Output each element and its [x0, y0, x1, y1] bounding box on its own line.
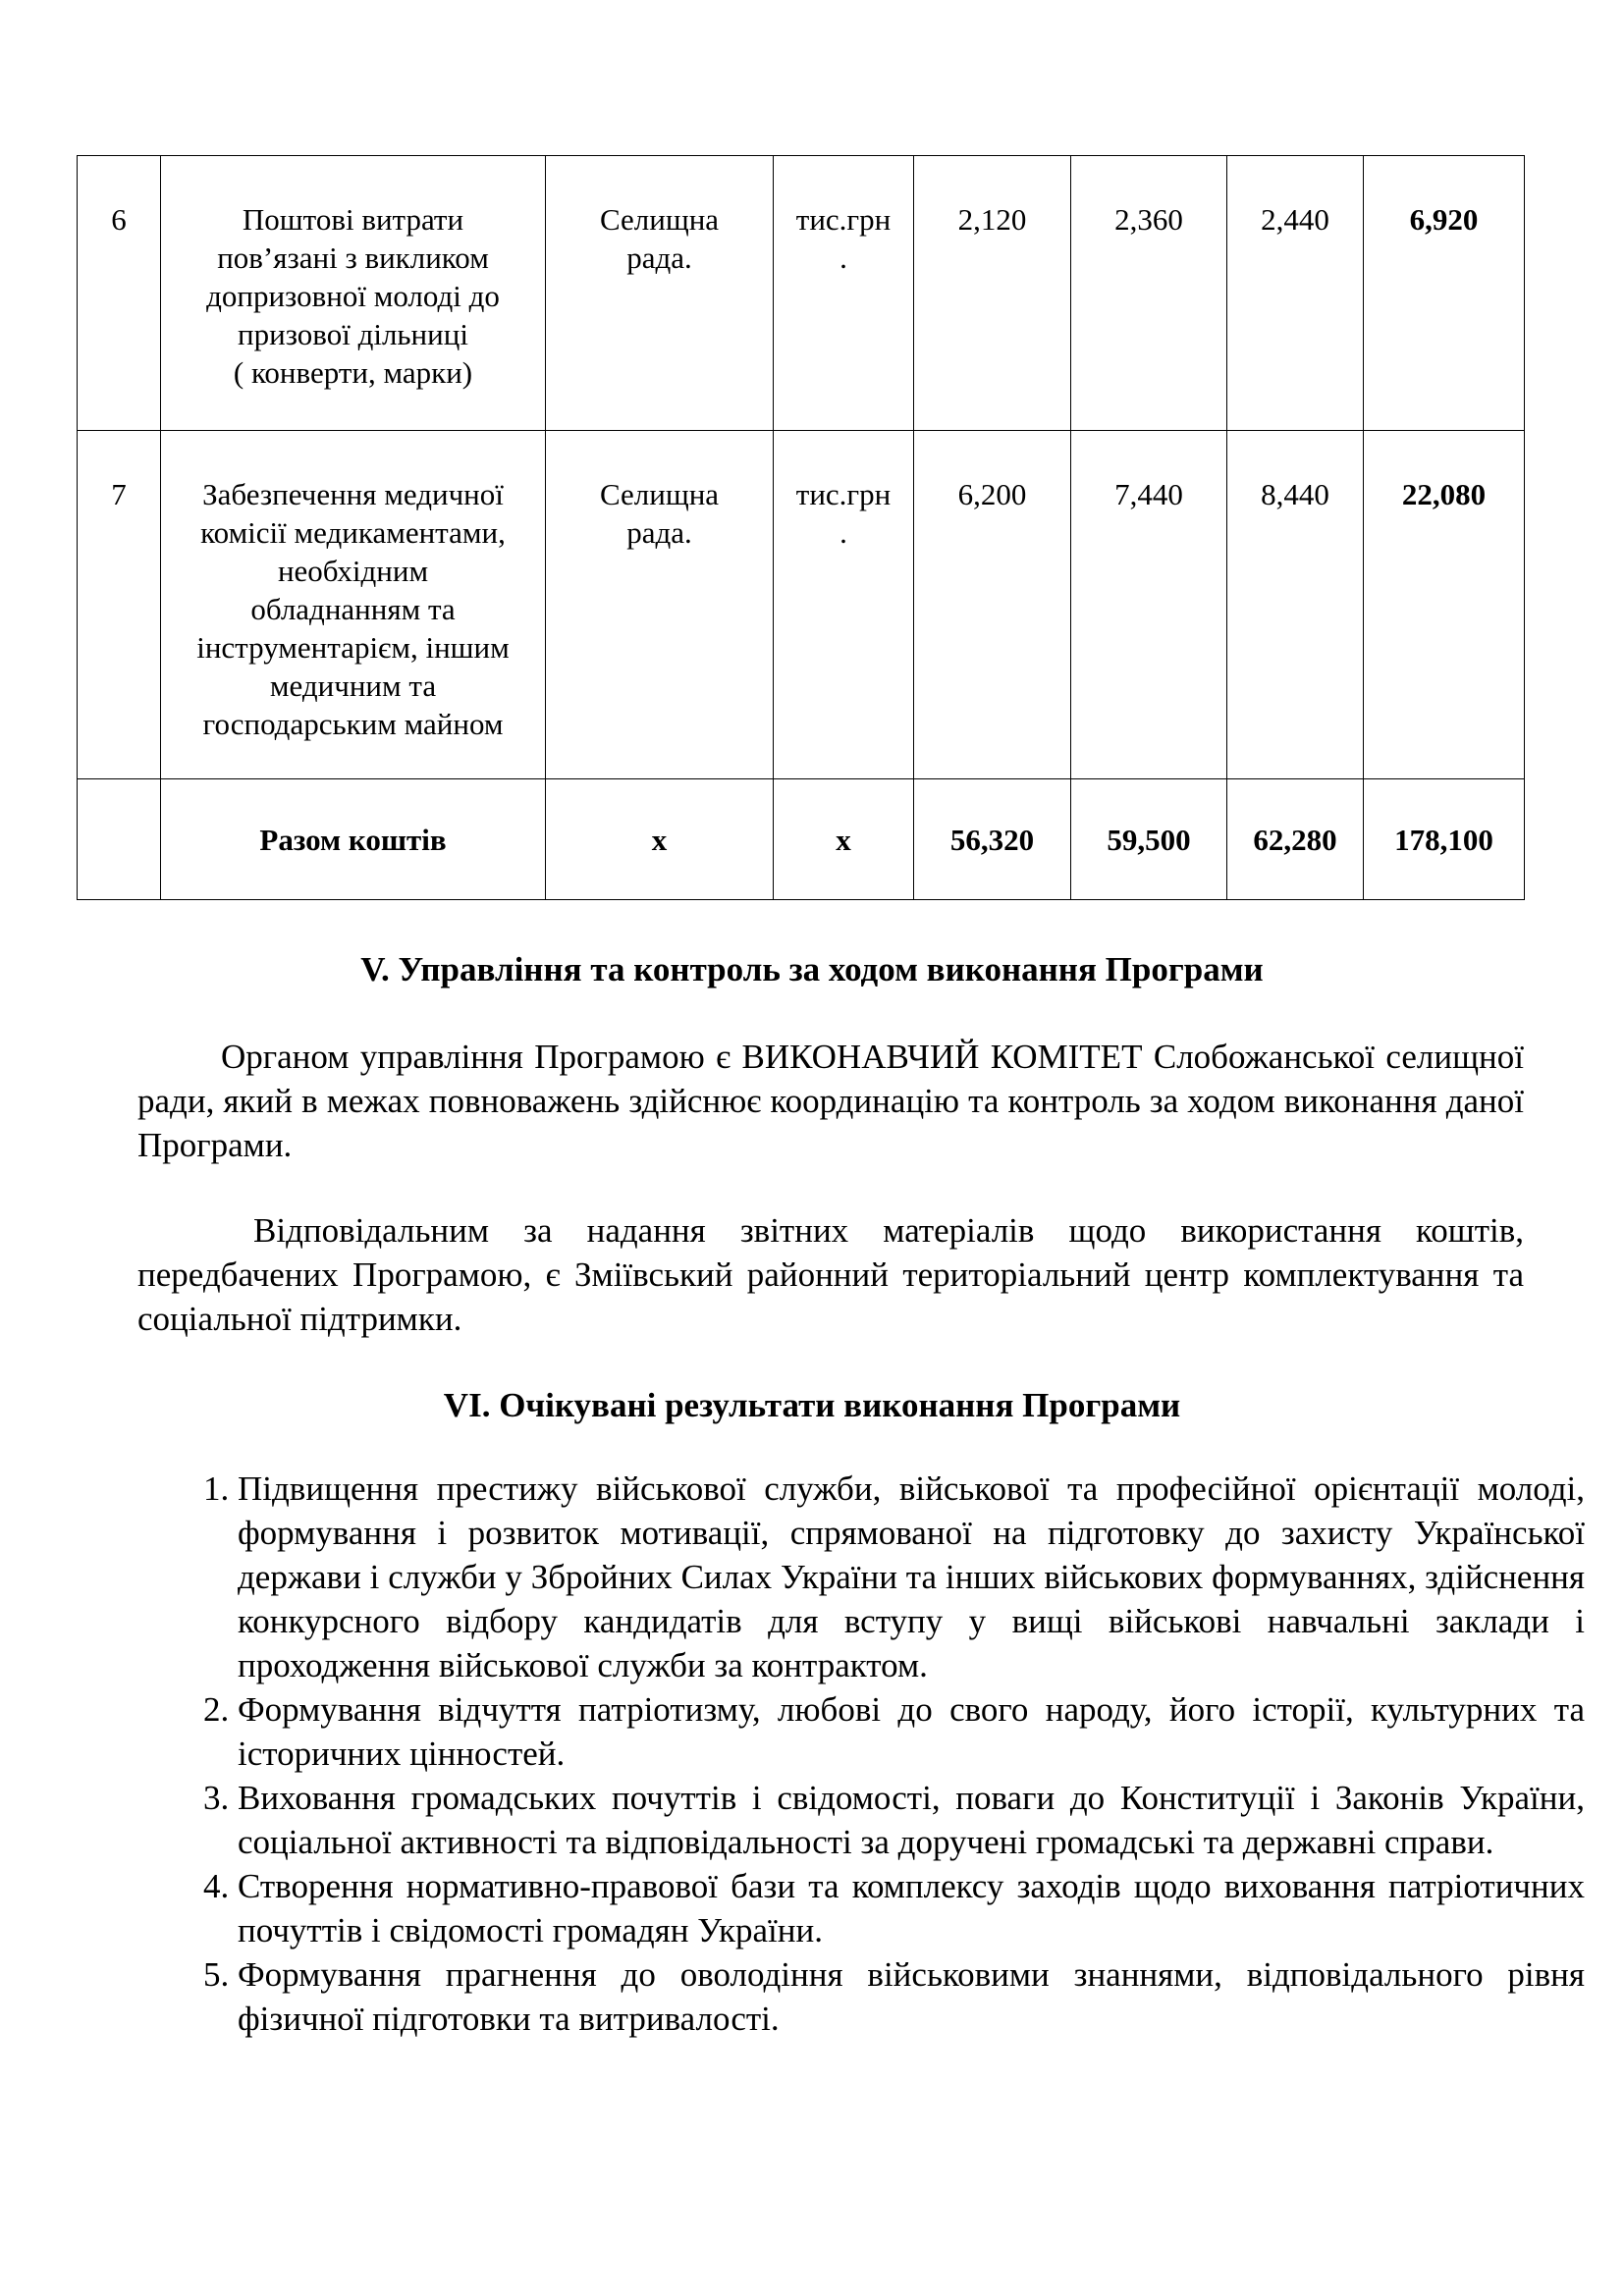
text-line: рада. — [626, 515, 692, 550]
list-item: 5. Формування прагнення до оволодіння військовими знаннями, відповідального рівня фізичної підготовки та витривалості. — [238, 1952, 1585, 2041]
text-line: медичним та — [269, 668, 437, 703]
text-line: обладнанням та — [250, 592, 456, 626]
text-line: . — [839, 515, 847, 550]
list-item: 2. Формування відчуття патріотизму, любові до свого народу, його історії, культурних та історичних цінностей. — [238, 1687, 1585, 1776]
text-line: господарським майном — [202, 707, 504, 741]
text-line: допризовної молоді до — [206, 279, 500, 313]
text-line: комісії медикаментами, — [200, 515, 506, 550]
measure-name-cell — [161, 156, 546, 431]
text-line: . — [839, 240, 847, 275]
text-line: Селищна — [599, 202, 720, 237]
text-line: необхідним — [277, 554, 429, 588]
text-line: ( конверти, марки) — [233, 355, 473, 390]
section-5-paragraph-1: Органом управління Програмою є ВИКОНАВЧИЙ КОМІТЕТ Слобожанської селищної ради, який в межах повноважень здійснює координацію та контроль за ходом виконання даної Програми. — [137, 1038, 1524, 1164]
table-row — [78, 431, 1525, 779]
year2-cell: 7,440 — [1071, 431, 1227, 779]
unit-cell: х — [774, 779, 914, 900]
text-line: рада. — [626, 240, 692, 275]
measure-name-cell — [161, 431, 546, 779]
list-item: 4. Створення нормативно-правової бази та комплексу заходів щодо виховання патріотичних почуттів і свідомості громадян України. — [238, 1864, 1585, 1952]
executor-cell — [546, 156, 774, 431]
text-line: Забезпечення медичної — [202, 477, 504, 511]
row-total-cell: 22,080 — [1364, 431, 1525, 779]
budget-table — [77, 155, 1525, 900]
section-6-heading: VI. Очікувані результати виконання Програми — [443, 1386, 1181, 1424]
row-total-cell: 6,920 — [1364, 156, 1525, 431]
list-item: 3. Виховання громадських почуттів і свідомості, поваги до Конституції і Законів України, соціальної активності та відповідальності за доручені громадські та державні справи. — [238, 1776, 1585, 1864]
year1-total-cell: 56,320 — [914, 779, 1071, 900]
row-number-cell: 6 — [78, 156, 161, 431]
unit-cell — [774, 431, 914, 779]
text-line: призової дільниці — [238, 317, 468, 351]
section-5-paragraph-2: Відповідальним за надання звітних матеріалів щодо використання коштів, передбачених Програмою, є Зміївський районний територіальний центр комплектування та соціальної підтримки. — [137, 1211, 1524, 1338]
year2-total-cell: 59,500 — [1071, 779, 1227, 900]
text-line: тис.грн — [795, 477, 892, 511]
text-line: тис.грн — [795, 202, 892, 237]
text-line: інструментарієм, іншим — [196, 630, 510, 665]
executor-cell — [546, 431, 774, 779]
executor-cell: х — [546, 779, 774, 900]
year3-cell: 2,440 — [1227, 156, 1364, 431]
table-row — [78, 156, 1525, 431]
text-line: Селищна — [599, 477, 720, 511]
year2-cell: 2,360 — [1071, 156, 1227, 431]
total-label-cell: Разом коштів — [161, 779, 546, 900]
row-number-cell: 7 — [78, 431, 161, 779]
year3-total-cell: 62,280 — [1227, 779, 1364, 900]
grand-total-cell: 178,100 — [1364, 779, 1525, 900]
row-number-cell — [78, 779, 161, 900]
section-5-heading: V. Управління та контроль за ходом виконання Програми — [360, 950, 1264, 988]
year1-cell: 2,120 — [914, 156, 1071, 431]
text-line: Поштові витрати — [242, 202, 464, 237]
table-total-row — [78, 779, 1525, 900]
list-item: 1. Підвищення престижу військової служби, військової та професійної орієнтації молоді, формування і розвиток мотивації, спрямованої на підготовку до захисту Української держави і служби у Збройних Силах України та інших військових формуваннях, здійснення конкурсного відбору кандидатів для вступу у вищі військові навчальні заклади і проходження військової служби за контрактом. — [238, 1467, 1585, 1687]
unit-cell — [774, 156, 914, 431]
year1-cell: 6,200 — [914, 431, 1071, 779]
expected-results-list — [177, 1467, 1585, 2041]
year3-cell: 8,440 — [1227, 431, 1364, 779]
text-line: пов’язані з викликом — [217, 240, 489, 275]
